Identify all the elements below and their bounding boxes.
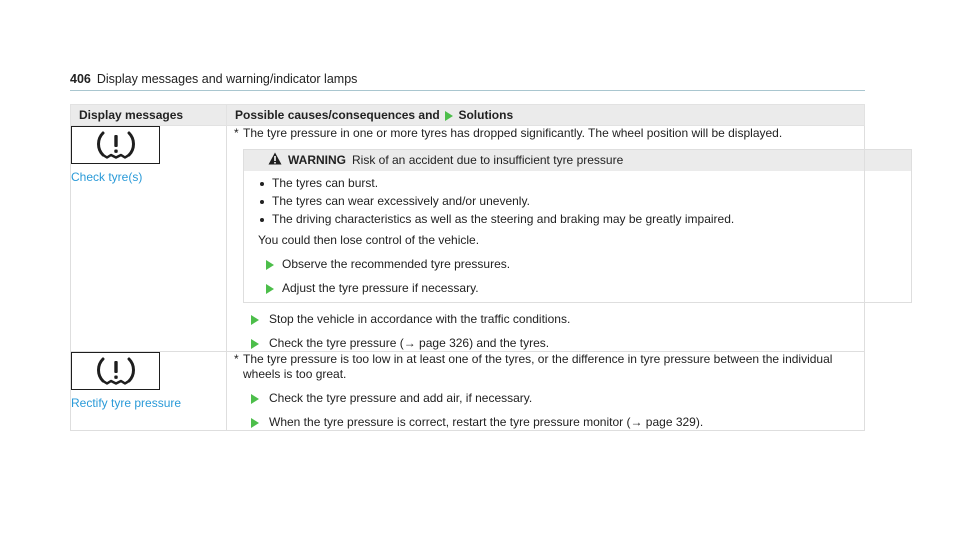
- action-arrow-icon: [251, 394, 259, 404]
- solutions-cell: [227, 352, 865, 431]
- list-item-text: The tyres can wear excessively and/or unevenly.: [272, 194, 530, 208]
- action-text: Adjust the tyre pressure if necessary.: [282, 281, 479, 295]
- column-header-solutions-text: Solutions: [458, 108, 514, 122]
- action-text: Check the tyre pressure (→ page 326) and the tyres.: [269, 336, 550, 350]
- column-header-causes-text: Possible causes/consequences and: [235, 108, 440, 122]
- action-text: Observe the recommended tyre pressures.: [282, 257, 511, 271]
- tyre-pressure-warning-icon: [71, 352, 160, 390]
- table-header-row: [71, 105, 865, 126]
- action-step: [227, 312, 864, 327]
- table-row: [71, 126, 865, 352]
- list-item-text: The tyres can burst.: [272, 176, 379, 190]
- warning-text: Risk of an accident due to insufficient tyre pressure: [352, 153, 624, 167]
- message-cell: [71, 352, 227, 431]
- table-row: [71, 352, 865, 431]
- action-step: [227, 391, 864, 406]
- note: * The tyre pressure in one or more tyres has dropped significantly. The wheel position will be displayed.: [234, 126, 783, 140]
- note-text: The tyre pressure in one or more tyres has dropped significantly. The wheel position will be displayed.: [243, 126, 783, 140]
- page-number: 406: [70, 72, 91, 86]
- warning-box: [243, 149, 912, 303]
- warning-paragraph: You could then lose control of the vehicle.: [258, 233, 480, 247]
- action-arrow-icon: [251, 339, 259, 349]
- column-header-causes: [227, 105, 865, 126]
- warning-body: [244, 171, 911, 302]
- action-arrow-icon: [251, 418, 259, 428]
- warning-title: WARNING: [288, 153, 346, 167]
- display-message-label: Rectify tyre pressure: [71, 396, 182, 410]
- list-item: [258, 212, 901, 227]
- note: * The tyre pressure is too low in at least one of the tyres, or the difference in tyre pressure between the individual wheels is too great.: [234, 352, 833, 381]
- action-step: [258, 257, 901, 272]
- column-header-display-messages: Display messages: [71, 105, 227, 126]
- action-text: Stop the vehicle in accordance with the traffic conditions.: [269, 312, 571, 326]
- warning-header: [244, 150, 911, 171]
- message-cell: [71, 126, 227, 352]
- action-arrow-icon: [266, 260, 274, 270]
- display-message-label: Check tyre(s): [71, 170, 143, 184]
- action-step: [227, 336, 864, 351]
- warning-triangle-icon: [268, 152, 282, 169]
- solution-arrow-icon: [445, 111, 453, 121]
- action-arrow-icon: [266, 284, 274, 294]
- page-header-title: Display messages and warning/indicator lamps: [96, 72, 358, 86]
- note-text: The tyre pressure is too low in at least one of the tyres, or the difference in tyre pressure between the individual wheels is too great.: [243, 352, 833, 381]
- display-messages-table: [70, 104, 865, 431]
- tyre-pressure-warning-icon: [71, 126, 160, 164]
- action-step: [227, 415, 864, 430]
- list-item: [258, 194, 901, 209]
- action-step: [258, 281, 901, 296]
- action-text: Check the tyre pressure and add air, if necessary.: [269, 391, 533, 405]
- solutions-cell: [227, 126, 865, 352]
- page-header: [70, 72, 357, 86]
- action-text: When the tyre pressure is correct, restart the tyre pressure monitor (→ page 329).: [269, 415, 704, 429]
- action-arrow-icon: [251, 315, 259, 325]
- list-item: [258, 176, 901, 191]
- header-rule: [70, 90, 865, 91]
- list-item-text: The driving characteristics as well as the steering and braking may be greatly impaired.: [272, 212, 735, 226]
